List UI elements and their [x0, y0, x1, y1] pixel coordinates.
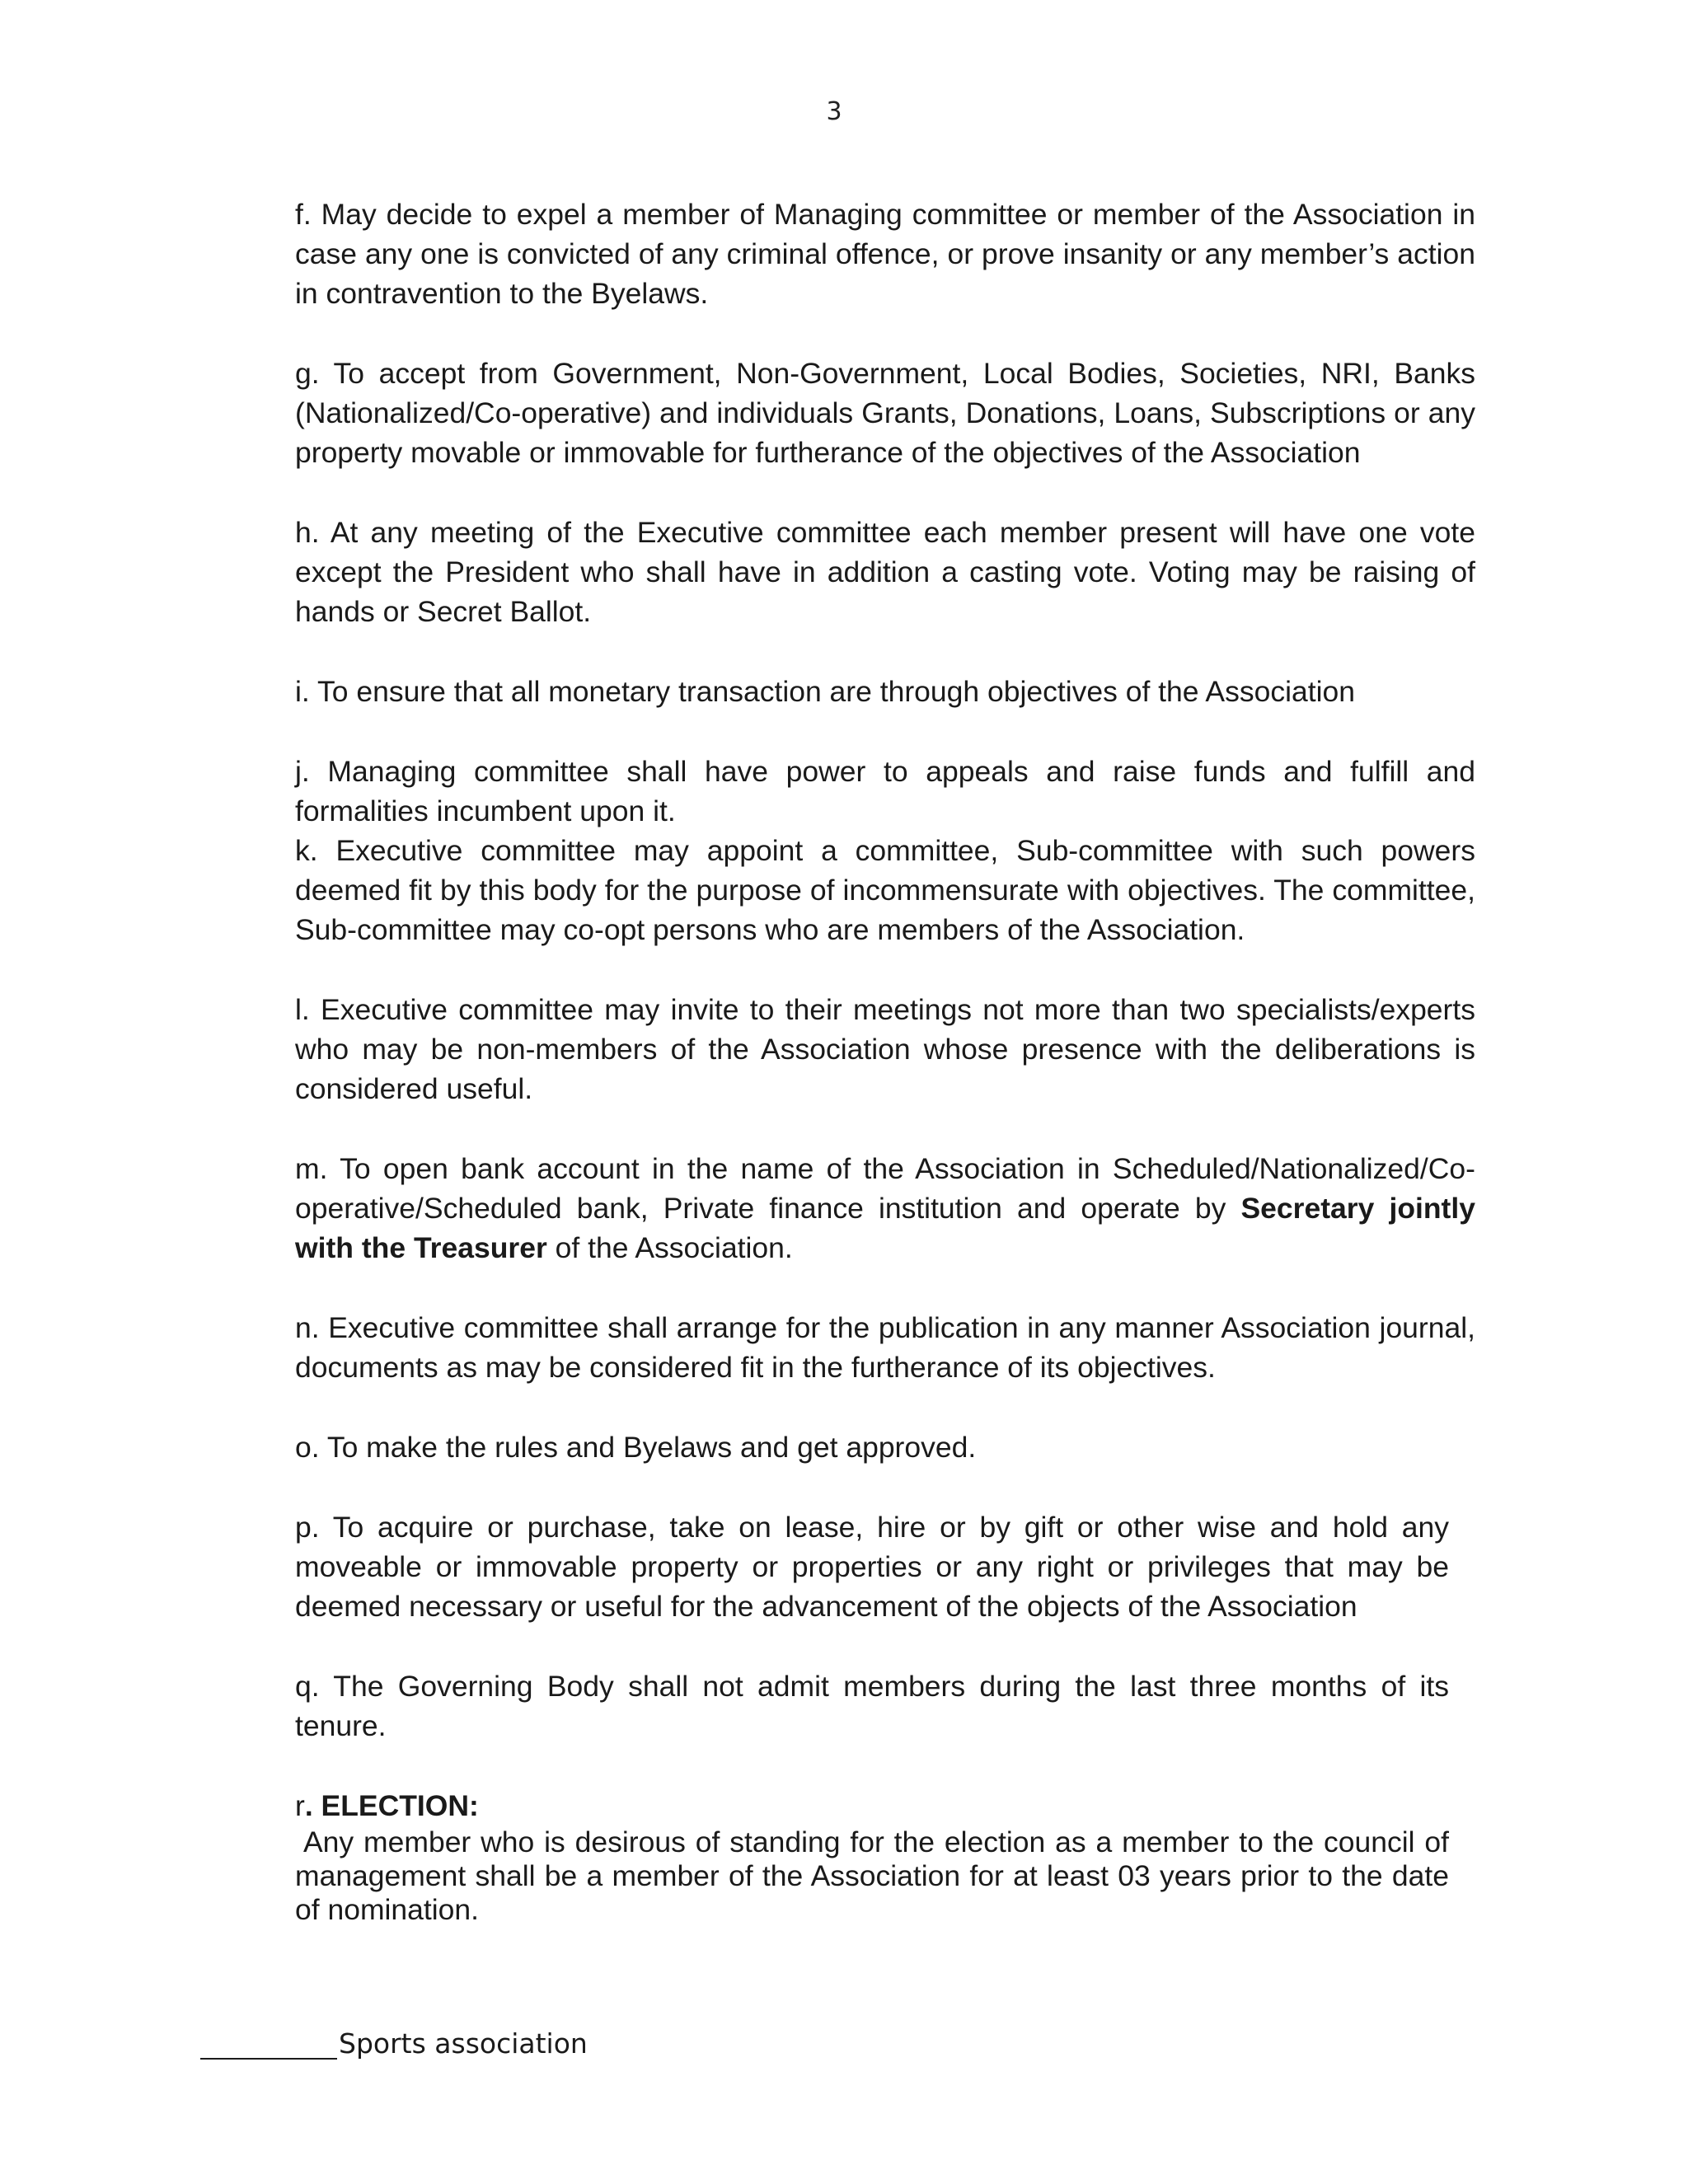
- clause-q: q. The Governing Body shall not admit members during the last three months of its tenure.: [295, 1670, 1449, 1742]
- clause-m-text: m. To open bank account in the name of the Association in Scheduled/Nationalized/Co-operative/Scheduled bank, Private finance institution and operate by: [295, 1152, 1475, 1225]
- election-title: . ELECTION:: [304, 1789, 479, 1822]
- election-text: Any member who is desirous of standing for the election as a member to the council of management shall be a member of the Association for at least 03 years prior to the date of nomination.: [295, 1825, 1449, 1926]
- clause-m: [295, 1149, 1475, 1268]
- footer: [200, 2027, 588, 2060]
- clause-p: p. To acquire or purchase, take on lease, hire or by gift or other wise and hold any moveable or immovable property or properties or any right or privileges that may be deemed necessary or useful for the advancement of the objects of the Association: [295, 1511, 1449, 1623]
- election-heading: [295, 1786, 1475, 1825]
- clause-f: f. May decide to expel a member of Managing committee or member of the Association in case any one is convicted of any criminal offence, or prove insanity or any member’s action in contravention to the Byelaws.: [295, 198, 1475, 310]
- footer-rule: [200, 2028, 337, 2060]
- clause-o: o. To make the rules and Byelaws and get approved.: [295, 1431, 977, 1464]
- election-letter: r: [295, 1789, 305, 1822]
- clause-k: k. Executive committee may appoint a committee, Sub-committee with such powers deemed fit by this body for the purpose of incommensurate with objectives. The committee, Sub-committee may co-opt persons who are members of the Association.: [295, 834, 1475, 946]
- clause-g: g. To accept from Government, Non-Government, Local Bodies, Societies, NRI, Banks (Nationalized/Co-operative) and individuals Grants, Donations, Loans, Subscriptions or any property movable or immovable for furtherance of the objectives of the Association: [295, 357, 1475, 469]
- page-number: 3: [826, 97, 842, 126]
- clause-i: i. To ensure that all monetary transaction are through objectives of the Association: [295, 675, 1355, 708]
- clause-m-bold-text: Secretary jointly with the Treasurer: [295, 1192, 1475, 1264]
- clause-j: j. Managing committee shall have power to appeals and raise funds and fulfill and formalities incumbent upon it.: [295, 755, 1475, 827]
- clause-l: l. Executive committee may invite to their meetings not more than two specialists/experts who may be non-members of the Association whose presence with the deliberations is considered useful.: [295, 993, 1475, 1105]
- document-body: [295, 194, 1475, 1927]
- clause-h: h. At any meeting of the Executive committee each member present will have one vote except the President who shall have in addition a casting vote. Voting may be raising of hands or Secret Ballot.: [295, 516, 1475, 628]
- clause-m-tail: of the Association.: [546, 1231, 793, 1264]
- footer-text: Sports association: [339, 2027, 588, 2060]
- clause-n: n. Executive committee shall arrange for the publication in any manner Association journal, documents as may be considered fit in the furtherance of its objectives.: [295, 1311, 1475, 1384]
- election-body: [295, 1825, 1449, 1927]
